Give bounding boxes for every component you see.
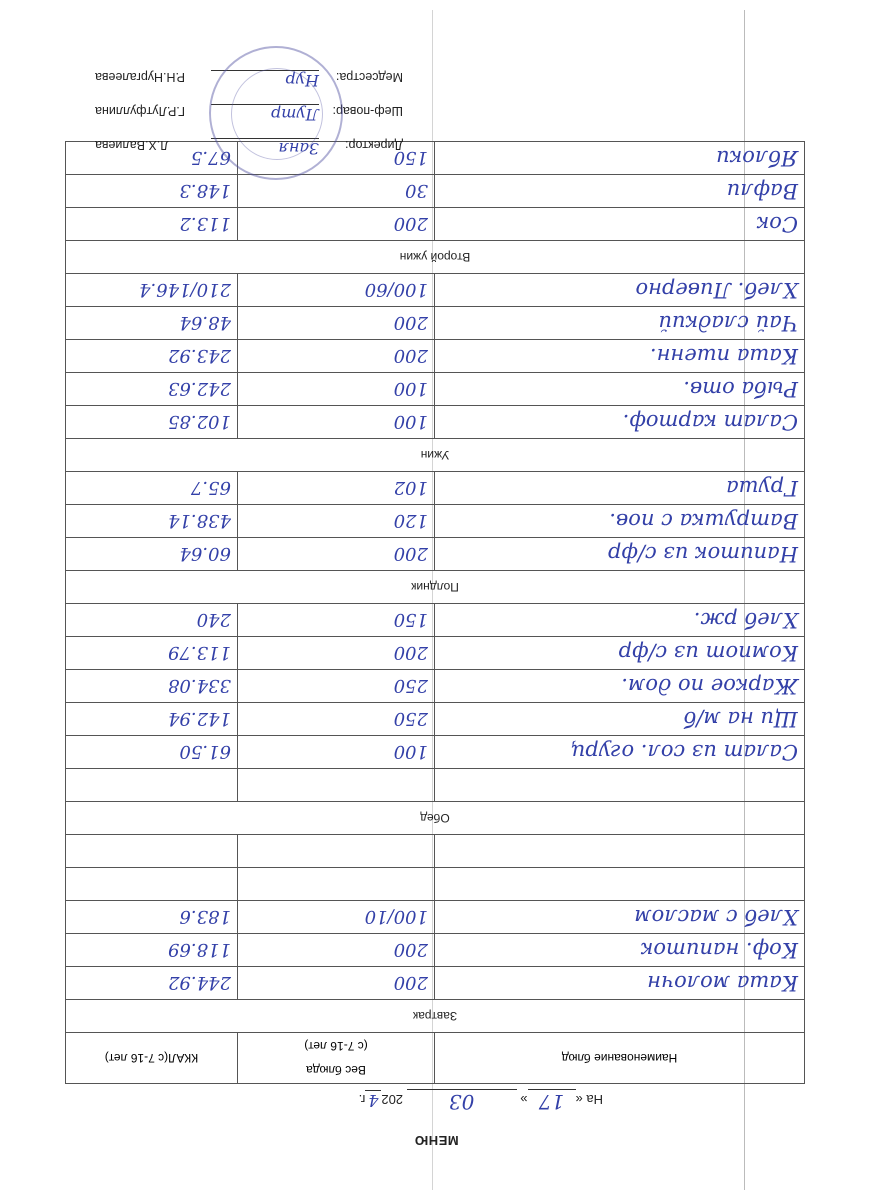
dish-kcal: 244.92	[168, 972, 231, 994]
dish-kcal: 148.3	[179, 180, 231, 202]
dish-name: Салат из сол. огурц	[570, 740, 798, 764]
section-row	[66, 241, 805, 274]
dish-kcal-cell	[66, 307, 238, 340]
dish-name: Щи на м/б	[683, 707, 798, 731]
table-row	[66, 175, 805, 208]
menu-date	[359, 1089, 603, 1114]
dish-name: Жаркое по дом.	[621, 674, 798, 698]
table-row	[66, 340, 805, 373]
dish-weight-cell	[238, 307, 435, 340]
dish-name-cell	[435, 934, 805, 967]
section-row	[66, 1000, 805, 1033]
table-row	[66, 604, 805, 637]
dish-weight: 250	[393, 708, 428, 730]
dish-weight-cell	[238, 538, 435, 571]
dish-kcal: 61.50	[179, 741, 231, 763]
header-kcal: ККАЛ(с 7-16 лет)	[66, 1033, 238, 1084]
table-row	[66, 670, 805, 703]
table-row	[66, 637, 805, 670]
dish-name-cell	[435, 208, 805, 241]
dish-weight: 102	[393, 477, 428, 499]
dish-name-cell	[435, 703, 805, 736]
organization-stamp	[209, 46, 343, 180]
dish-weight-cell	[238, 340, 435, 373]
dish-kcal-cell	[66, 769, 238, 802]
dish-name-cell	[435, 340, 805, 373]
dish-weight-cell	[238, 604, 435, 637]
dish-kcal-cell	[66, 604, 238, 637]
table-row	[66, 373, 805, 406]
dish-kcal-cell	[66, 406, 238, 439]
signature-name: Г.Р.Лутфуллина	[95, 104, 186, 118]
date-day: 17	[538, 1090, 565, 1114]
signature-name: Л.Х.Валиева	[95, 138, 169, 152]
dish-name: Хлеб рж.	[693, 608, 798, 632]
date-year-prefix: 202	[381, 1092, 404, 1107]
dish-weight-cell	[238, 835, 435, 868]
date-year-digit: 4	[368, 1091, 379, 1110]
dish-weight-cell	[238, 736, 435, 769]
date-month: 03	[448, 1090, 475, 1114]
dish-weight-cell	[238, 406, 435, 439]
dish-name: Рыба отв.	[683, 377, 798, 401]
dish-weight-cell	[238, 472, 435, 505]
dish-weight: 200	[393, 642, 428, 664]
dish-kcal: 240	[196, 609, 231, 631]
dish-weight: 250	[393, 675, 428, 697]
dish-kcal: 243.92	[168, 345, 231, 367]
dish-name-cell	[435, 472, 805, 505]
table-row	[66, 934, 805, 967]
dish-name-cell	[435, 967, 805, 1000]
dish-kcal-cell	[66, 340, 238, 373]
dish-weight: 100	[393, 741, 428, 763]
dish-name-cell	[435, 142, 805, 175]
dish-name: Ватрушка с пов.	[609, 509, 798, 533]
date-prefix: На «	[575, 1092, 603, 1107]
header-dish-name: Наименование блюд	[435, 1033, 805, 1084]
dish-kcal-cell	[66, 670, 238, 703]
dish-weight: 100/10	[364, 906, 428, 928]
dish-kcal-cell	[66, 703, 238, 736]
handwritten-signature: Лутр	[270, 105, 319, 124]
dish-kcal-cell	[66, 868, 238, 901]
section-row	[66, 802, 805, 835]
dish-weight-cell	[238, 769, 435, 802]
handwritten-signature: Нур	[285, 71, 319, 90]
dish-kcal-cell	[66, 472, 238, 505]
dish-name: Вафли	[726, 179, 798, 203]
header-weight-label: Вес блюда	[306, 1063, 366, 1077]
menu-title: МЕНЮ	[414, 1133, 459, 1148]
dish-weight-cell	[238, 274, 435, 307]
dish-kcal: 242.63	[168, 378, 231, 400]
dish-weight: 200	[393, 345, 428, 367]
dish-weight: 200	[393, 213, 428, 235]
dish-name-cell	[435, 505, 805, 538]
dish-name: Яблоки	[716, 146, 798, 170]
dish-weight: 200	[393, 543, 428, 565]
table-row	[66, 274, 805, 307]
dish-name-cell	[435, 868, 805, 901]
dish-name-cell	[435, 901, 805, 934]
table-row	[66, 505, 805, 538]
signature-role: Директор:	[345, 138, 403, 152]
table-row	[66, 307, 805, 340]
dish-kcal-cell	[66, 373, 238, 406]
dish-kcal: 210/146.4	[139, 279, 231, 301]
header-weight	[238, 1033, 435, 1084]
section-title: Завтрак	[66, 1000, 805, 1033]
dish-name: Груша	[726, 476, 798, 500]
handwritten-signature: Заня	[278, 139, 319, 158]
dish-weight: 150	[393, 147, 428, 169]
dish-weight-cell	[238, 208, 435, 241]
dish-weight: 120	[393, 510, 428, 532]
dish-name-cell	[435, 637, 805, 670]
dish-kcal: 334.08	[168, 675, 231, 697]
dish-weight-cell	[238, 637, 435, 670]
dish-weight-cell	[238, 505, 435, 538]
menu-table	[65, 141, 805, 1084]
dish-name: Напиток из с/фр	[607, 542, 798, 566]
dish-weight-cell	[238, 967, 435, 1000]
dish-weight-cell	[238, 703, 435, 736]
dish-kcal-cell	[66, 637, 238, 670]
table-row	[66, 703, 805, 736]
dish-name-cell	[435, 307, 805, 340]
table-row	[66, 472, 805, 505]
dish-weight: 100	[393, 411, 428, 433]
dish-name-cell	[435, 835, 805, 868]
dish-name-cell	[435, 604, 805, 637]
dish-kcal-cell	[66, 835, 238, 868]
header-weight-age: (с 7-16 лет)	[304, 1039, 368, 1053]
signature-role: Медсестра:	[335, 70, 403, 84]
section-title: Полдник	[66, 571, 805, 604]
dish-weight: 100	[393, 378, 428, 400]
dish-kcal: 65.7	[190, 477, 231, 499]
dish-weight: 200	[393, 312, 428, 334]
dish-weight: 200	[393, 972, 428, 994]
dish-kcal: 113.79	[168, 642, 231, 664]
dish-weight-cell	[238, 373, 435, 406]
dish-name: Хлеб. Ливерно	[635, 278, 798, 302]
dish-name: Хлеб с маслом	[634, 905, 798, 929]
table-row	[66, 538, 805, 571]
dish-weight: 200	[393, 939, 428, 961]
dish-weight-cell	[238, 934, 435, 967]
table-row	[66, 769, 805, 802]
section-title: Второй ужин	[66, 241, 805, 274]
dish-weight: 30	[405, 180, 428, 202]
dish-kcal-cell	[66, 967, 238, 1000]
dish-kcal: 113.2	[179, 213, 231, 235]
dish-name: Салат картоф.	[622, 410, 798, 434]
dish-weight-cell	[238, 868, 435, 901]
table-row	[66, 901, 805, 934]
table-row	[66, 736, 805, 769]
date-mid: »	[520, 1092, 528, 1107]
dish-kcal: 102.85	[168, 411, 231, 433]
table-row	[66, 835, 805, 868]
dish-name: Компот из с/фр	[618, 641, 798, 665]
dish-kcal: 183.6	[179, 906, 231, 928]
dish-kcal: 48.64	[179, 312, 231, 334]
dish-name-cell	[435, 670, 805, 703]
dish-kcal: 142.94	[168, 708, 231, 730]
signature-role: Шеф-повар:	[332, 104, 403, 118]
dish-kcal-cell	[66, 175, 238, 208]
dish-name-cell	[435, 736, 805, 769]
table-row	[66, 208, 805, 241]
dish-kcal: 60.64	[179, 543, 231, 565]
dish-name: Коф. напиток	[640, 938, 798, 962]
dish-name: Сок	[756, 212, 798, 236]
dish-kcal: 438.14	[168, 510, 231, 532]
dish-name-cell	[435, 274, 805, 307]
section-row	[66, 571, 805, 604]
table-row	[66, 868, 805, 901]
dish-weight-cell	[238, 670, 435, 703]
dish-kcal-cell	[66, 274, 238, 307]
dish-name-cell	[435, 769, 805, 802]
dish-kcal-cell	[66, 538, 238, 571]
table-header-row	[66, 1033, 805, 1084]
dish-weight-cell	[238, 901, 435, 934]
section-title: Ужин	[66, 439, 805, 472]
dish-weight: 100/60	[364, 279, 428, 301]
dish-kcal-cell	[66, 934, 238, 967]
dish-name-cell	[435, 538, 805, 571]
dish-name: Каша молочн	[647, 971, 798, 995]
dish-kcal: 67.5	[190, 147, 231, 169]
dish-name-cell	[435, 175, 805, 208]
dish-name: Каша пшенн.	[649, 344, 798, 368]
dish-kcal-cell	[66, 901, 238, 934]
dish-kcal: 118.69	[168, 939, 231, 961]
table-row	[66, 406, 805, 439]
dish-name-cell	[435, 373, 805, 406]
dish-weight: 150	[393, 609, 428, 631]
dish-kcal-cell	[66, 736, 238, 769]
date-suffix: г.	[358, 1092, 366, 1107]
signature-name: Р.Н.Нургалеева	[95, 70, 185, 84]
section-title: Обед	[66, 802, 805, 835]
dish-kcal-cell	[66, 505, 238, 538]
section-row	[66, 439, 805, 472]
table-row	[66, 967, 805, 1000]
dish-name-cell	[435, 406, 805, 439]
dish-kcal-cell	[66, 208, 238, 241]
dish-name: Чай сладкий	[658, 311, 798, 335]
